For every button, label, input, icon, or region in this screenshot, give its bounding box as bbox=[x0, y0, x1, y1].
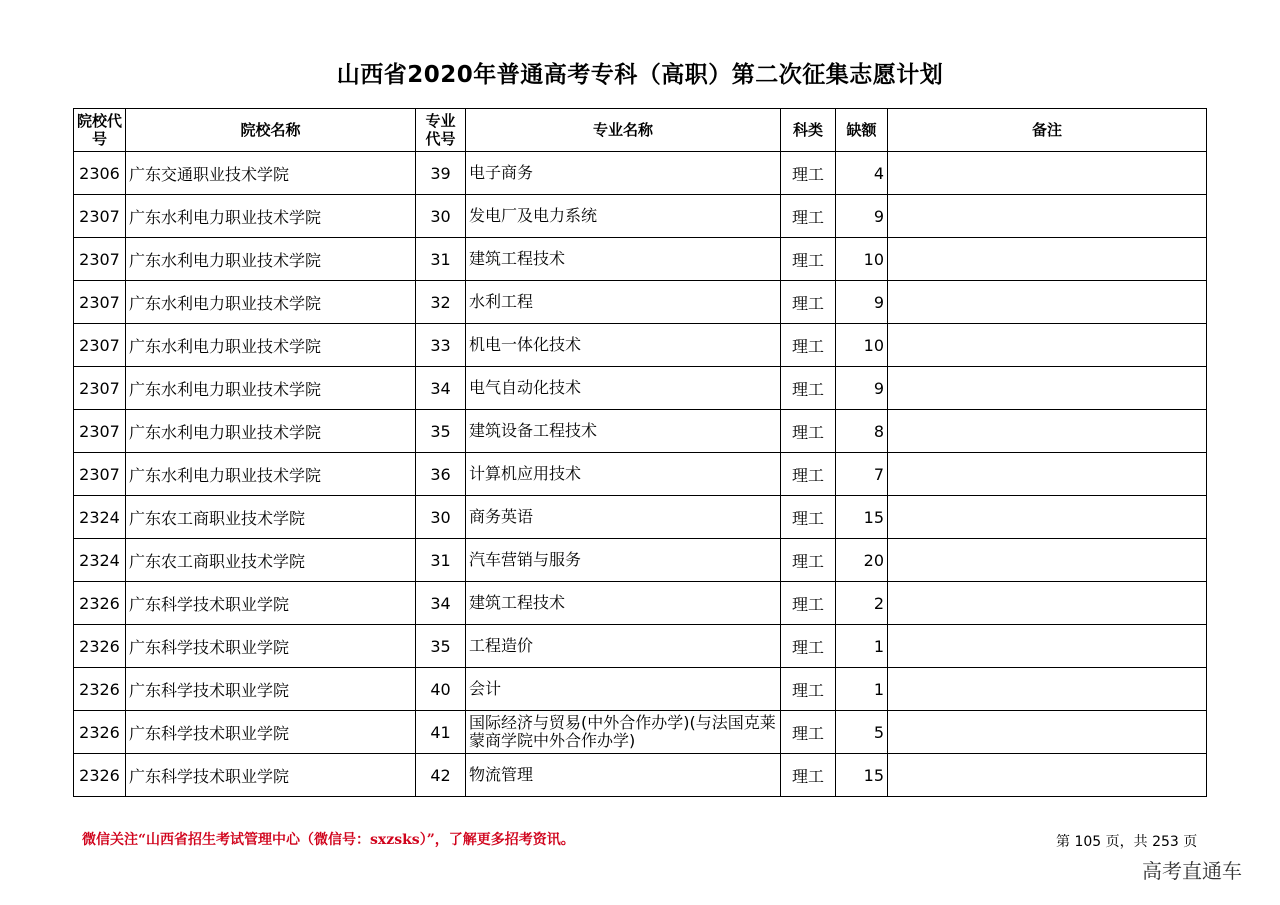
header-school-name: 院校名称 bbox=[126, 109, 416, 152]
cell-major-code: 31 bbox=[416, 539, 466, 582]
cell-quota: 10 bbox=[836, 238, 888, 281]
cell-quota: 15 bbox=[836, 754, 888, 797]
cell-major-code: 32 bbox=[416, 281, 466, 324]
watermark: 高考直通车 bbox=[1142, 859, 1242, 883]
table-body bbox=[74, 152, 1207, 797]
cell-remarks bbox=[888, 539, 1207, 582]
cell-major-name: 计算机应用技术 bbox=[466, 453, 781, 496]
cell-quota: 20 bbox=[836, 539, 888, 582]
table-row bbox=[74, 582, 1207, 625]
cell-major-name: 建筑工程技术 bbox=[466, 582, 781, 625]
cell-school-name: 广东水利电力职业技术学院 bbox=[126, 410, 416, 453]
cell-school-code: 2307 bbox=[74, 367, 126, 410]
table-row bbox=[74, 324, 1207, 367]
cell-school-code: 2307 bbox=[74, 281, 126, 324]
cell-school-code: 2326 bbox=[74, 754, 126, 797]
cell-major-name: 建筑工程技术 bbox=[466, 238, 781, 281]
cell-remarks bbox=[888, 582, 1207, 625]
cell-remarks bbox=[888, 195, 1207, 238]
cell-remarks bbox=[888, 152, 1207, 195]
table-row bbox=[74, 238, 1207, 281]
cell-remarks bbox=[888, 238, 1207, 281]
cell-category: 理工 bbox=[781, 152, 836, 195]
cell-category: 理工 bbox=[781, 711, 836, 754]
cell-category: 理工 bbox=[781, 668, 836, 711]
cell-quota: 9 bbox=[836, 195, 888, 238]
cell-remarks bbox=[888, 410, 1207, 453]
cell-category: 理工 bbox=[781, 281, 836, 324]
cell-quota: 10 bbox=[836, 324, 888, 367]
cell-remarks bbox=[888, 754, 1207, 797]
header-major-code: 专业代号 bbox=[416, 109, 466, 152]
table-header-row bbox=[74, 109, 1207, 152]
cell-quota: 9 bbox=[836, 367, 888, 410]
cell-major-name: 汽车营销与服务 bbox=[466, 539, 781, 582]
cell-school-code: 2307 bbox=[74, 195, 126, 238]
cell-major-name: 国际经济与贸易(中外合作办学)(与法国克莱蒙商学院中外合作办学) bbox=[466, 711, 781, 754]
cell-major-name: 工程造价 bbox=[466, 625, 781, 668]
cell-major-code: 34 bbox=[416, 367, 466, 410]
cell-quota: 1 bbox=[836, 625, 888, 668]
cell-school-code: 2307 bbox=[74, 410, 126, 453]
cell-school-name: 广东科学技术职业学院 bbox=[126, 582, 416, 625]
cell-major-code: 35 bbox=[416, 410, 466, 453]
cell-school-name: 广东交通职业技术学院 bbox=[126, 152, 416, 195]
cell-quota: 8 bbox=[836, 410, 888, 453]
cell-major-code: 33 bbox=[416, 324, 466, 367]
cell-quota: 4 bbox=[836, 152, 888, 195]
plan-table bbox=[73, 108, 1207, 797]
cell-major-name: 会计 bbox=[466, 668, 781, 711]
cell-school-name: 广东科学技术职业学院 bbox=[126, 668, 416, 711]
table-row bbox=[74, 539, 1207, 582]
table-row bbox=[74, 152, 1207, 195]
cell-school-name: 广东水利电力职业技术学院 bbox=[126, 195, 416, 238]
table-row bbox=[74, 625, 1207, 668]
cell-category: 理工 bbox=[781, 453, 836, 496]
cell-major-name: 电子商务 bbox=[466, 152, 781, 195]
cell-school-name: 广东水利电力职业技术学院 bbox=[126, 238, 416, 281]
cell-school-code: 2326 bbox=[74, 582, 126, 625]
cell-school-code: 2307 bbox=[74, 238, 126, 281]
table-row bbox=[74, 410, 1207, 453]
cell-category: 理工 bbox=[781, 754, 836, 797]
cell-category: 理工 bbox=[781, 238, 836, 281]
table-row bbox=[74, 281, 1207, 324]
table-row bbox=[74, 668, 1207, 711]
cell-quota: 15 bbox=[836, 496, 888, 539]
cell-remarks bbox=[888, 281, 1207, 324]
cell-school-code: 2306 bbox=[74, 152, 126, 195]
cell-school-name: 广东科学技术职业学院 bbox=[126, 625, 416, 668]
cell-major-name: 机电一体化技术 bbox=[466, 324, 781, 367]
cell-major-code: 30 bbox=[416, 496, 466, 539]
cell-major-name: 物流管理 bbox=[466, 754, 781, 797]
cell-category: 理工 bbox=[781, 367, 836, 410]
table-row bbox=[74, 711, 1207, 754]
cell-category: 理工 bbox=[781, 625, 836, 668]
cell-major-code: 31 bbox=[416, 238, 466, 281]
cell-school-name: 广东科学技术职业学院 bbox=[126, 754, 416, 797]
cell-school-code: 2326 bbox=[74, 625, 126, 668]
page-number: 第 105 页，共 253 页 bbox=[1056, 834, 1198, 850]
header-category: 科类 bbox=[781, 109, 836, 152]
cell-remarks bbox=[888, 324, 1207, 367]
header-school-code: 院校代号 bbox=[74, 109, 126, 152]
cell-major-code: 36 bbox=[416, 453, 466, 496]
cell-remarks bbox=[888, 496, 1207, 539]
cell-school-name: 广东水利电力职业技术学院 bbox=[126, 324, 416, 367]
table-row bbox=[74, 195, 1207, 238]
cell-quota: 5 bbox=[836, 711, 888, 754]
header-major-name: 专业名称 bbox=[466, 109, 781, 152]
cell-major-code: 39 bbox=[416, 152, 466, 195]
cell-major-name: 水利工程 bbox=[466, 281, 781, 324]
cell-remarks bbox=[888, 668, 1207, 711]
cell-school-code: 2326 bbox=[74, 668, 126, 711]
cell-major-name: 商务英语 bbox=[466, 496, 781, 539]
cell-school-code: 2326 bbox=[74, 711, 126, 754]
page-title: 山西省2020年普通高考专科（高职）第二次征集志愿计划 bbox=[336, 62, 944, 88]
cell-category: 理工 bbox=[781, 324, 836, 367]
cell-remarks bbox=[888, 367, 1207, 410]
table-row bbox=[74, 453, 1207, 496]
cell-category: 理工 bbox=[781, 195, 836, 238]
cell-remarks bbox=[888, 625, 1207, 668]
cell-school-name: 广东科学技术职业学院 bbox=[126, 711, 416, 754]
cell-school-name: 广东水利电力职业技术学院 bbox=[126, 281, 416, 324]
cell-category: 理工 bbox=[781, 539, 836, 582]
cell-major-name: 电气自动化技术 bbox=[466, 367, 781, 410]
cell-major-code: 40 bbox=[416, 668, 466, 711]
cell-quota: 7 bbox=[836, 453, 888, 496]
cell-school-name: 广东水利电力职业技术学院 bbox=[126, 453, 416, 496]
table-row bbox=[74, 496, 1207, 539]
cell-school-code: 2324 bbox=[74, 539, 126, 582]
cell-school-name: 广东农工商职业技术学院 bbox=[126, 496, 416, 539]
cell-quota: 2 bbox=[836, 582, 888, 625]
header-quota: 缺额 bbox=[836, 109, 888, 152]
cell-major-code: 42 bbox=[416, 754, 466, 797]
cell-school-name: 广东农工商职业技术学院 bbox=[126, 539, 416, 582]
cell-school-code: 2324 bbox=[74, 496, 126, 539]
cell-quota: 1 bbox=[836, 668, 888, 711]
table-row bbox=[74, 367, 1207, 410]
cell-category: 理工 bbox=[781, 582, 836, 625]
cell-major-code: 30 bbox=[416, 195, 466, 238]
cell-major-name: 发电厂及电力系统 bbox=[466, 195, 781, 238]
table-row bbox=[74, 754, 1207, 797]
cell-remarks bbox=[888, 711, 1207, 754]
footer-wechat-note: 微信关注“山西省招生考试管理中心（微信号：sxzsks）”，了解更多招考资讯。 bbox=[82, 832, 575, 848]
cell-category: 理工 bbox=[781, 410, 836, 453]
cell-major-code: 35 bbox=[416, 625, 466, 668]
cell-major-name: 建筑设备工程技术 bbox=[466, 410, 781, 453]
cell-major-code: 34 bbox=[416, 582, 466, 625]
cell-remarks bbox=[888, 453, 1207, 496]
cell-category: 理工 bbox=[781, 496, 836, 539]
cell-school-code: 2307 bbox=[74, 453, 126, 496]
cell-quota: 9 bbox=[836, 281, 888, 324]
cell-school-name: 广东水利电力职业技术学院 bbox=[126, 367, 416, 410]
cell-major-code: 41 bbox=[416, 711, 466, 754]
cell-school-code: 2307 bbox=[74, 324, 126, 367]
header-remarks: 备注 bbox=[888, 109, 1207, 152]
